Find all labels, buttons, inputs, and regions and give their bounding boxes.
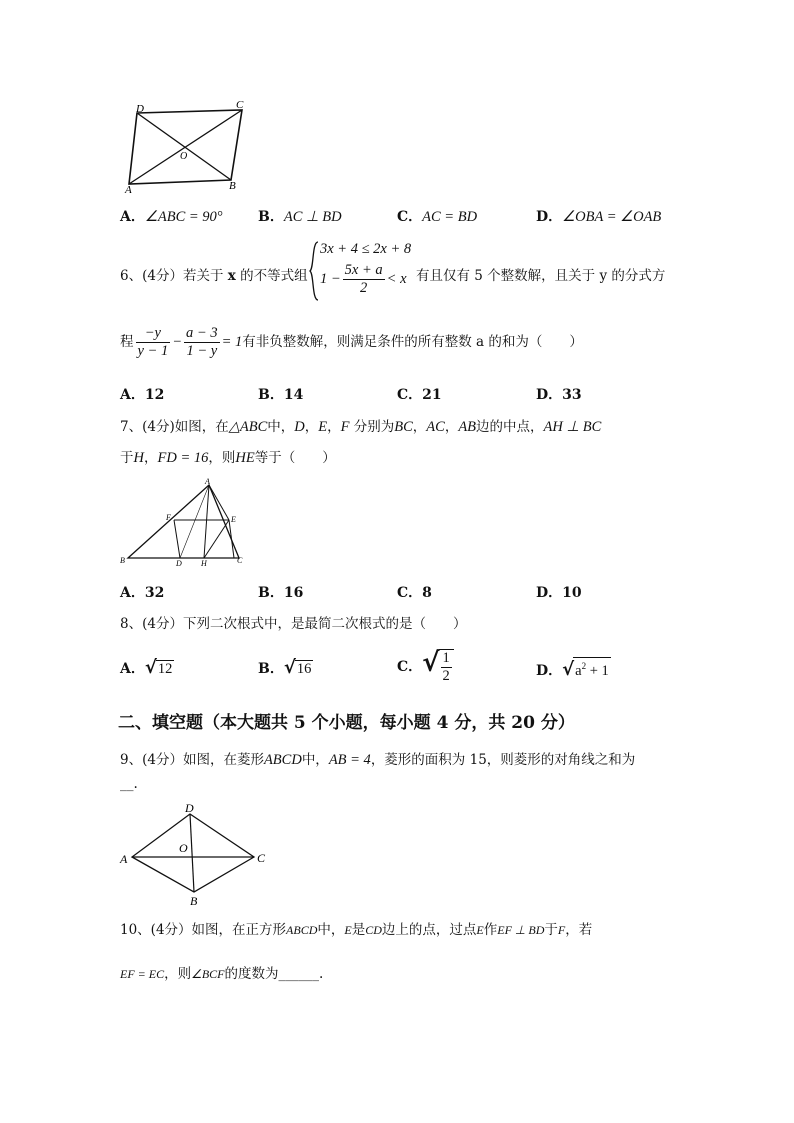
label-D: D bbox=[136, 103, 144, 115]
system-brace bbox=[308, 240, 320, 302]
label-H: H bbox=[201, 559, 207, 568]
q5-option-c[interactable]: C．AC = BD bbox=[397, 209, 478, 225]
q8-option-c[interactable]: C．√ $\frac{1}{2}$ bbox=[397, 648, 454, 685]
q7-option-d[interactable]: D．10 bbox=[536, 585, 582, 601]
label-F: F bbox=[166, 513, 171, 522]
label-O: O bbox=[179, 841, 188, 855]
label-O: O bbox=[180, 151, 188, 162]
label-B: B bbox=[190, 894, 198, 908]
q6-option-b[interactable]: B．14 bbox=[258, 387, 304, 403]
q8-stem: 8、(4分）下列二次根式中，是最简二次根式的是（ ） bbox=[120, 616, 467, 632]
label-D: D bbox=[185, 801, 194, 815]
q7-stem-line2: 于H，FD = 16，则HE等于（ ） bbox=[120, 450, 336, 466]
q7-option-c[interactable]: C．8 bbox=[397, 585, 432, 601]
parallelogram-figure bbox=[120, 98, 260, 194]
q8-option-d[interactable]: D．$√a^2 + 1$ bbox=[536, 658, 609, 680]
q10-stem-line1: 10、(4分）如图，在正方形ABCD中，E是CD边上的点，过点E作EF ⊥ BD于F，若 bbox=[120, 922, 593, 938]
q8-option-a[interactable]: A．√12 bbox=[120, 657, 173, 678]
label-C: C bbox=[236, 99, 244, 111]
section-title: 二、填空题（本大题共 5 个小题，每小题 4 分，共 20 分） bbox=[118, 713, 575, 733]
q6-stem-line1: 6、(4分）若关于 x 的不等式组 bbox=[120, 268, 308, 284]
q9-stem: 9、(4分）如图，在菱形ABCD中，AB = 4，菱形的面积为 15，则菱形的对角线之和为 bbox=[120, 752, 636, 768]
q6-stem-line2: 程 $\frac{-y}{y - 1}$ − $\frac{a - 3}{1 - y}$ = 1有非负整数解，则满足条件的所有整数 a 的和为（ ） bbox=[120, 325, 583, 359]
q5-option-b[interactable]: B．AC ⊥ BD bbox=[258, 209, 342, 225]
triangle-figure bbox=[118, 477, 250, 569]
q6-option-d[interactable]: D．33 bbox=[536, 387, 582, 403]
q7-option-a[interactable]: A．32 bbox=[120, 585, 165, 601]
q7-option-b[interactable]: B．16 bbox=[258, 585, 304, 601]
q10-stem-line2: EF = EC，则∠BCF的度数为______. bbox=[120, 966, 324, 982]
q9-blank[interactable]: __. bbox=[120, 776, 138, 792]
label-D: D bbox=[176, 559, 182, 568]
q6-inequality-2: 1 − $\frac{5x + a}{2}$ < x bbox=[320, 262, 407, 296]
label-A: A bbox=[125, 184, 132, 194]
label-E: E bbox=[231, 515, 236, 524]
q5-option-a[interactable]: A．∠ABC = 90° bbox=[120, 209, 223, 225]
q7-stem-line1: 7、(4分)如图，在△ABC中，D，E，F 分别为BC，AC，AB边的中点，AH ⊥ BC bbox=[120, 419, 602, 435]
q6-option-a[interactable]: A．12 bbox=[120, 387, 165, 403]
label-B: B bbox=[229, 180, 236, 192]
q6-inequality-1: 3x + 4 ≤ 2x + 8 bbox=[320, 241, 412, 257]
q8-option-b[interactable]: B．√16 bbox=[258, 657, 312, 678]
q6-stem-line1-tail: 有且仅有 5 个整数解，且关于 y 的分式方 bbox=[416, 268, 666, 284]
label-A: A bbox=[205, 477, 210, 486]
rhombus-figure bbox=[118, 800, 278, 910]
label-C: C bbox=[237, 556, 243, 565]
label-C: C bbox=[257, 851, 266, 865]
q6-option-c[interactable]: C．21 bbox=[397, 387, 442, 403]
label-A: A bbox=[120, 852, 128, 866]
label-B: B bbox=[120, 556, 125, 565]
q5-option-d[interactable]: D．∠OBA = ∠OAB bbox=[536, 209, 662, 225]
